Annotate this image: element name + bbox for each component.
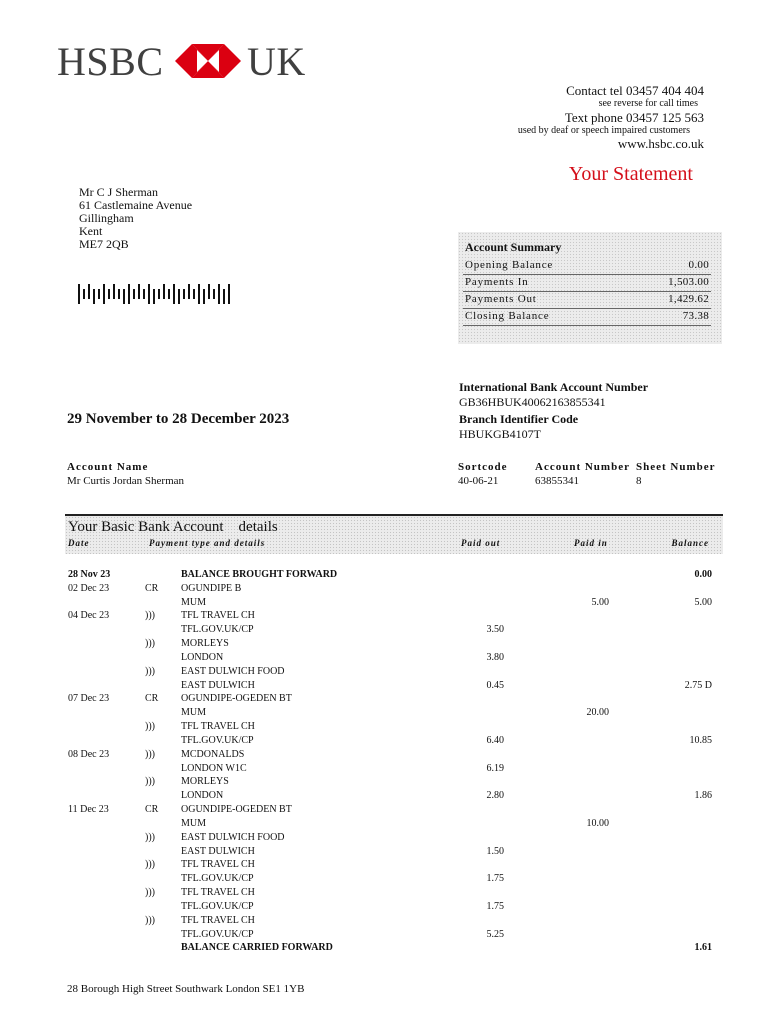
footer-address: 28 Borough High Street Southwark London SE1 1YB xyxy=(67,983,305,995)
cell-details: OGUNDIPE-OGEDEN BT xyxy=(181,804,292,815)
account-number-label: Account Number xyxy=(535,461,630,473)
account-number-value: 63855341 xyxy=(535,475,579,487)
cell-details: TFL TRAVEL CH xyxy=(181,887,255,898)
cell-details: MORLEYS xyxy=(181,638,229,649)
transactions-header xyxy=(65,514,723,554)
cell-paid-out: 6.40 xyxy=(486,735,504,746)
cell-date: 11 Dec 23 xyxy=(68,804,109,815)
summary-row-payments-out xyxy=(463,292,711,309)
cell-details: TFL TRAVEL CH xyxy=(181,721,255,732)
cell-details: TFL.GOV.UK/CP xyxy=(181,735,254,746)
cell-date: 07 Dec 23 xyxy=(68,693,110,704)
cell-type: CR xyxy=(145,804,159,815)
cell-paid-out: 6.19 xyxy=(486,763,504,774)
address-line: Mr C J Sherman xyxy=(79,185,158,199)
summary-value: 73.38 xyxy=(682,310,709,322)
cell-details: EAST DULWICH FOOD xyxy=(181,666,285,677)
cell-details: TFL.GOV.UK/CP xyxy=(181,624,254,635)
account-summary-box xyxy=(458,232,722,344)
sortcode-value: 40-06-21 xyxy=(458,475,499,487)
cell-details: TFL TRAVEL CH xyxy=(181,859,255,870)
cell-paid-out: 2.80 xyxy=(486,790,504,801)
summary-value: 1,429.62 xyxy=(668,293,709,305)
summary-label: Payments In xyxy=(465,276,529,288)
cell-date: 28 Nov 23 xyxy=(68,569,111,580)
sheet-number-label: Sheet Number xyxy=(636,461,716,473)
cell-type: ))) xyxy=(145,887,155,898)
column-paid-in: Paid in xyxy=(574,538,608,548)
summary-label: Payments Out xyxy=(465,293,537,305)
cell-type: ))) xyxy=(145,721,155,732)
statement-title: Your Statement xyxy=(568,163,693,185)
summary-row-opening xyxy=(463,258,711,275)
contact-web: www.hsbc.co.uk xyxy=(617,136,704,151)
cell-details: BALANCE BROUGHT FORWARD xyxy=(181,569,338,580)
cell-balance: 2.75 D xyxy=(684,680,712,691)
cell-paid-out: 1.75 xyxy=(486,873,504,884)
cell-details: MUM xyxy=(181,707,207,718)
hsbc-hexagon-icon xyxy=(175,44,241,78)
cell-balance: 10.85 xyxy=(689,735,712,746)
iban-label: International Bank Account Number xyxy=(459,380,649,394)
bic-label: Branch Identifier Code xyxy=(459,412,579,426)
sortcode-label: Sortcode xyxy=(458,461,508,473)
contact-textphone-note: used by deaf or speech impaired customers xyxy=(517,125,690,136)
address-line: 61 Castlemaine Avenue xyxy=(79,198,193,212)
cell-paid-out: 5.25 xyxy=(486,929,504,940)
cell-details: MORLEYS xyxy=(181,776,229,787)
account-summary-title: Account Summary xyxy=(465,240,562,254)
cell-paid-out: 0.45 xyxy=(486,680,504,691)
bic-value: HBUKGB4107T xyxy=(459,427,542,441)
cell-paid-out: 1.50 xyxy=(486,846,504,857)
contact-tel: Contact tel 03457 404 404 xyxy=(566,83,704,98)
iban-value: GB36HBUK40062163855341 xyxy=(459,395,606,409)
cell-type: CR xyxy=(145,583,159,594)
account-name-value: Mr Curtis Jordan Sherman xyxy=(67,475,185,487)
cell-paid-in: 20.00 xyxy=(586,707,609,718)
column-payment-type: Payment type and details xyxy=(149,538,266,548)
summary-value: 1,503.00 xyxy=(668,276,709,288)
cell-type: CR xyxy=(145,693,159,704)
cell-date: 08 Dec 23 xyxy=(68,749,110,760)
column-balance: Balance xyxy=(671,538,709,548)
cell-paid-out: 3.80 xyxy=(486,652,504,663)
cell-details: LONDON W1C xyxy=(181,763,247,774)
cell-type: ))) xyxy=(145,749,155,760)
cell-details: TFL.GOV.UK/CP xyxy=(181,929,254,940)
cell-type: ))) xyxy=(145,915,155,926)
cell-details: TFL TRAVEL CH xyxy=(181,915,255,926)
cell-details: EAST DULWICH xyxy=(181,846,255,857)
column-date: Date xyxy=(68,538,90,548)
address-line: Kent xyxy=(79,224,103,238)
summary-label: Closing Balance xyxy=(465,310,550,322)
cell-details: LONDON xyxy=(181,652,224,663)
transactions-title: Your Basic Bank Account details xyxy=(68,519,278,535)
cell-balance: 5.00 xyxy=(694,597,712,608)
cell-details: MUM xyxy=(181,597,207,608)
cell-details: LONDON xyxy=(181,790,224,801)
cell-type: ))) xyxy=(145,610,155,621)
cell-type: ))) xyxy=(145,776,155,787)
cell-paid-in: 5.00 xyxy=(591,597,609,608)
cell-balance: 1.61 xyxy=(694,942,712,953)
cell-details: TFL.GOV.UK/CP xyxy=(181,901,254,912)
cell-details: EAST DULWICH xyxy=(181,680,255,691)
cell-details: EAST DULWICH FOOD xyxy=(181,832,285,843)
cell-details: BALANCE CARRIED FORWARD xyxy=(181,942,333,953)
cell-paid-in: 10.00 xyxy=(586,818,609,829)
contact-textphone: Text phone 03457 125 563 xyxy=(564,110,704,125)
statement-period: 29 November to 28 December 2023 xyxy=(67,411,290,427)
cell-type: ))) xyxy=(145,832,155,843)
cell-type: ))) xyxy=(145,859,155,870)
summary-label: Opening Balance xyxy=(465,259,554,271)
summary-row-payments-in xyxy=(463,275,711,292)
sheet-number-value: 8 xyxy=(636,475,642,487)
cell-paid-out: 1.75 xyxy=(486,901,504,912)
summary-value: 0.00 xyxy=(688,259,709,271)
customer-address xyxy=(79,186,192,251)
logo-uk-text: UK xyxy=(247,39,306,84)
cell-date: 02 Dec 23 xyxy=(68,583,110,594)
cell-details: OGUNDIPE-OGEDEN BT xyxy=(181,693,292,704)
cell-balance: 1.86 xyxy=(694,790,712,801)
address-line: ME7 2QB xyxy=(79,237,129,251)
account-name-label: Account Name xyxy=(67,461,149,473)
cell-date: 04 Dec 23 xyxy=(68,610,110,621)
summary-row-closing xyxy=(463,309,711,326)
logo-hsbc-text: HSBC xyxy=(57,39,164,84)
cell-balance: 0.00 xyxy=(694,569,712,580)
postal-barcode-icon xyxy=(78,284,233,304)
address-line: Gillingham xyxy=(79,211,134,225)
contact-tel-note: see reverse for call times xyxy=(598,98,698,109)
cell-details: TFL TRAVEL CH xyxy=(181,610,255,621)
cell-details: MCDONALDS xyxy=(181,749,245,760)
cell-paid-out: 3.50 xyxy=(486,624,504,635)
cell-details: TFL.GOV.UK/CP xyxy=(181,873,254,884)
cell-details: MUM xyxy=(181,818,207,829)
cell-type: ))) xyxy=(145,638,155,649)
cell-type: ))) xyxy=(145,666,155,677)
cell-details: OGUNDIPE B xyxy=(181,583,242,594)
column-paid-out: Paid out xyxy=(461,538,501,548)
